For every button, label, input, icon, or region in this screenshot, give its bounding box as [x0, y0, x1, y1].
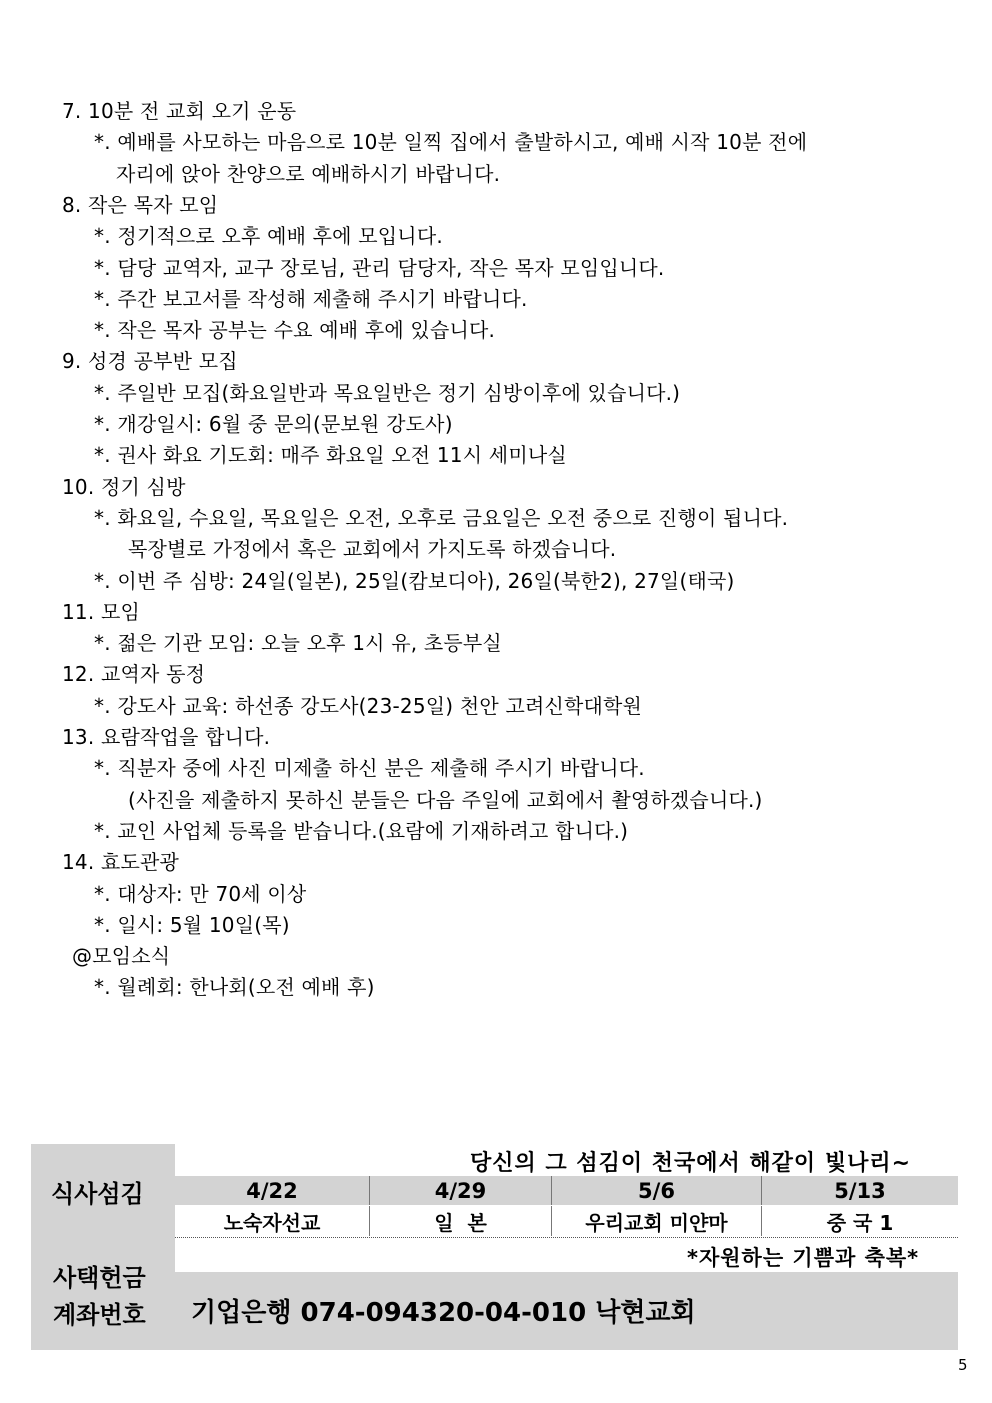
server-cell: 노숙자선교	[175, 1206, 370, 1236]
meal-label: 식사섬김	[51, 1180, 144, 1208]
date-cell: 5/6	[552, 1176, 762, 1205]
notice-item: *. 주간 보고서를 작성해 제출해 주시기 바랍니다.	[94, 286, 528, 311]
dates-row	[175, 1176, 958, 1205]
footer-box	[31, 1144, 958, 1350]
notice-item: *. 권사 화요 기도회: 매주 화요일 오전 11시 세미나실	[94, 443, 567, 468]
notice-item: *. 월례회: 한나회(오전 예배 후)	[94, 975, 375, 1000]
notice-item: *. 강도사 교육: 하선종 강도사(23-25일) 천안 고려신학대학원	[94, 693, 643, 718]
divider	[175, 1237, 958, 1238]
notice-item: *. 개강일시: 6월 중 문의(문보원 강도사)	[94, 412, 453, 436]
notice-item: *. 일시: 5월 10일(목)	[94, 912, 290, 937]
section-heading: 7. 10분 전 교회 오기 운동	[62, 99, 297, 123]
section-heading: 8. 작은 목자 모임	[62, 192, 219, 217]
offering-label: 사택헌금	[53, 1264, 146, 1292]
notice-item: *. 작은 목자 공부는 수요 예배 후에 있습니다.	[94, 318, 496, 343]
section-heading: 10. 정기 심방	[62, 474, 186, 499]
section-heading: 13. 요람작업을 합니다.	[62, 725, 271, 749]
notice-item: *. 담당 교역자, 교구 장로님, 관리 담당자, 작은 목자 모임입니다.	[94, 255, 665, 280]
date-cell: 4/29	[370, 1176, 552, 1205]
notice-item: *. 예배를 사모하는 마음으로 10분 일찍 집에서 출발하시고, 예배 시작 10분 전에	[94, 130, 808, 155]
date-cell: 4/22	[175, 1176, 370, 1205]
server-cell: 중 국 1	[826, 1210, 894, 1235]
notice-item: *. 정기적으로 오후 예배 후에 모입니다.	[94, 224, 443, 249]
page-number: 5	[958, 1356, 968, 1374]
group-heading: @모임소식	[72, 944, 171, 969]
notice-item: *. 교인 사업체 등록을 받습니다.(요람에 기재하려고 합니다.)	[94, 818, 629, 843]
server-cell: 우리교회 미얀마	[552, 1206, 762, 1236]
notice-item: 자리에 앉아 찬양으로 예배하시기 바랍니다.	[116, 161, 501, 186]
section-heading: 12. 교역자 동정	[62, 662, 206, 687]
section-heading: 11. 모임	[62, 599, 141, 624]
notice-item: *. 주일반 모집(화요일반과 목요일반은 정기 심방이후에 있습니다.)	[94, 380, 681, 405]
section-heading: 14. 효도관광	[62, 850, 180, 875]
account-label: 계좌번호	[53, 1301, 146, 1329]
account-info: 기업은행 074-094320-04-010 낙현교회	[191, 1298, 696, 1328]
notice-item: *. 직분자 중에 사진 미제출 하신 분은 제출해 주시기 바랍니다.	[94, 756, 645, 781]
notice-item: *. 이번 주 심방: 24일(일본), 25일(캄보디아), 26일(북한2), 27일(태국)	[94, 568, 735, 593]
notice-item: *. 화요일, 수요일, 목요일은 오전, 오후로 금요일은 오전 중으로 진행이 됩니다.	[94, 505, 789, 530]
volunteer-note: *자원하는 기쁨과 축복*	[687, 1246, 920, 1270]
section-heading: 9. 성경 공부반 모집	[62, 349, 238, 374]
notice-item: *. 젊은 기관 모임: 오늘 오후 1시 유, 초등부실	[94, 631, 502, 656]
notice-item: *. 대상자: 만 70세 이상	[94, 881, 307, 906]
servers-row	[175, 1206, 958, 1236]
date-cell: 5/13	[834, 1178, 886, 1203]
slogan: 당신의 그 섬김이 천국에서 해같이 빛나리~	[470, 1151, 912, 1176]
server-cell: 일 본	[370, 1206, 552, 1236]
notice-item: 목장별로 가정에서 혹은 교회에서 가지도록 하겠습니다.	[128, 537, 617, 562]
notice-item: (사진을 제출하지 못하신 분들은 다음 주일에 교회에서 촬영하겠습니다.)	[128, 787, 763, 812]
